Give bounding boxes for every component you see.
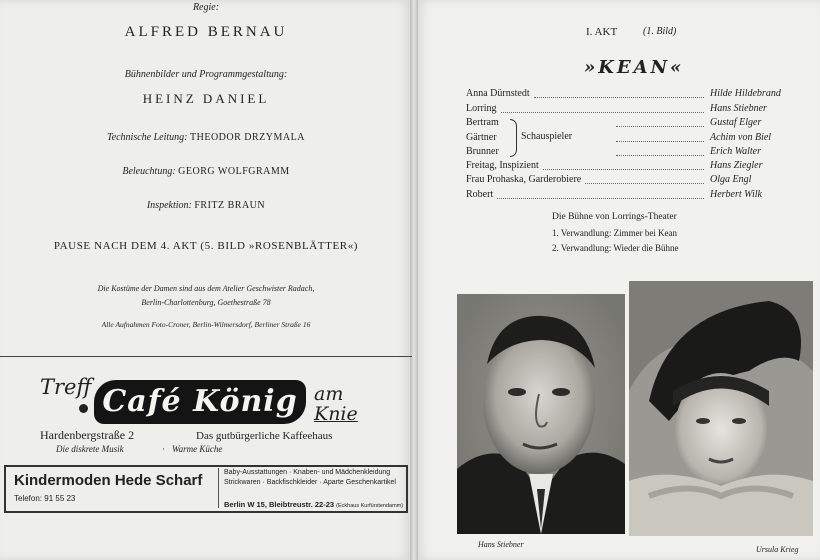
cast-leader-dots xyxy=(585,183,704,184)
inspection-name: FRITZ BRAUN xyxy=(194,200,266,211)
tech-lead-line xyxy=(0,132,412,143)
caption-hans-stiebner: Hans Stiebner xyxy=(478,540,524,549)
book-gutter xyxy=(410,0,418,560)
cast-role: Frau Prohaska, Garderobiere xyxy=(466,174,582,185)
kids-address-street: Berlin W 15, Bleibtreustr. 22-23 xyxy=(224,500,335,509)
cast-leader-dots xyxy=(497,198,704,199)
cast-actor: Erich Walter xyxy=(710,146,762,157)
scene-change-1: 1. Verwandlung: Zimmer bei Kean xyxy=(552,228,678,238)
cafe-slogan: Das gutbürgerliche Kaffeehaus xyxy=(196,430,333,442)
cafe-music: Die diskrete Musik xyxy=(56,444,124,454)
costume-credit-line1: Die Kostüme der Damen sind aus dem Atelier Geschwister Radach, xyxy=(97,284,315,293)
cast-leader-dots xyxy=(616,155,704,156)
stage-designer-name: HEINZ DANIEL xyxy=(142,91,270,106)
kids-desc-line2: Strickwaren · Backfischkleider · Aparte Geschenkartikel xyxy=(224,479,396,486)
cast-actor: Hilde Hildebrand xyxy=(710,88,781,99)
cafe-address: Hardenbergstraße 2 xyxy=(40,428,135,442)
cast-leader-dots xyxy=(501,112,704,113)
cast-role: Anna Dürnstedt xyxy=(466,88,530,99)
kids-phone: Telefon: 91 55 23 xyxy=(14,494,76,503)
costume-credit-line2: Berlin-Charlottenburg, Goethestraße 78 xyxy=(141,298,271,307)
photo-credit: Alle Aufnahmen Foto-Croner, Berlin-Wilmersdorf, Berliner Straße 16 xyxy=(101,320,311,329)
cast-actor: Achim von Biel xyxy=(710,132,772,143)
cast-role: Brunner xyxy=(466,146,499,157)
cast-leader-dots xyxy=(534,97,704,98)
regie-label: Regie: xyxy=(192,2,220,13)
scene-number: (1. Bild) xyxy=(643,26,677,37)
cast-leader-dots xyxy=(543,169,704,170)
cast-row xyxy=(466,103,796,115)
kids-shop-name: Kindermoden Hede Scharf xyxy=(14,472,203,489)
divider-rule xyxy=(0,356,412,357)
portrait-1-drawing xyxy=(457,294,625,534)
cast-row xyxy=(466,160,796,172)
play-title: »KEAN« xyxy=(584,57,685,78)
intermission-note: PAUSE NACH DEM 4. AKT (5. BILD »ROSENBLÄTTER«) xyxy=(53,240,359,252)
cafe-kitchen: Warme Küche xyxy=(172,444,223,454)
inspection-line xyxy=(0,200,412,211)
portrait-ursula-krieg xyxy=(629,281,813,536)
portrait-2-drawing xyxy=(629,281,813,536)
lighting-label: Beleuchtung: xyxy=(122,166,176,177)
cafe-am-text: am xyxy=(314,383,344,405)
director-name: ALFRED BERNAU xyxy=(124,24,288,40)
lighting-line xyxy=(0,166,412,177)
cast-row xyxy=(466,189,796,201)
cast-actor: Hans Ziegler xyxy=(710,160,763,171)
kids-desc xyxy=(224,468,396,488)
cast-role: Bertram xyxy=(466,117,499,128)
cast-actor: Hans Stiebner xyxy=(710,103,767,114)
tech-lead-label: Technische Leitung: xyxy=(107,132,188,143)
cafe-dot xyxy=(79,404,88,413)
cast-actor: Gustaf Elger xyxy=(710,117,762,128)
cafe-knie-text: Knie xyxy=(314,403,358,425)
portrait-hans-stiebner xyxy=(457,294,625,534)
cafe-location xyxy=(314,384,358,424)
stage-design-label: Bühnenbilder und Programmgestaltung: xyxy=(124,69,288,80)
cafe-separator: · xyxy=(162,444,165,454)
kids-desc-line1: Baby-Ausstattungen · Knaben- und Mädchenkleidung xyxy=(224,469,391,476)
lighting-name: GEORG WOLFGRAMM xyxy=(178,166,290,177)
cast-role: Lorring xyxy=(466,103,497,114)
cast-role: Freitag, Inspizient xyxy=(466,160,539,171)
cafe-logo: Café König xyxy=(94,380,306,424)
cafe-treff-text: Treff xyxy=(40,375,92,399)
inspection-label: Inspektion: xyxy=(146,200,192,211)
scene-change-2: 2. Verwandlung: Wieder die Bühne xyxy=(552,243,679,253)
cast-role: Robert xyxy=(466,189,494,200)
cast-leader-dots xyxy=(616,126,704,127)
kids-ad-divider xyxy=(218,468,219,508)
cast-leader-dots xyxy=(616,141,704,142)
actors-brace xyxy=(510,119,517,157)
caption-ursula-krieg: Ursula Krieg xyxy=(756,545,799,554)
cast-row xyxy=(466,174,796,186)
stage-setting-title: Die Bühne von Lorrings-Theater xyxy=(552,212,677,222)
cast-role: Gärtner xyxy=(466,132,497,143)
tech-lead-name: THEODOR DRZYMALA xyxy=(190,132,305,143)
kids-address xyxy=(224,500,403,509)
kids-address-note: (Eckhaus Kurfürstendamm) xyxy=(336,503,404,509)
act-heading: I. AKT xyxy=(586,26,618,38)
cast-actor: Olga Engl xyxy=(710,174,752,185)
cast-row xyxy=(466,88,796,100)
cast-actor: Herbert Wilk xyxy=(710,189,762,200)
brace-label: Schauspieler xyxy=(521,131,573,142)
